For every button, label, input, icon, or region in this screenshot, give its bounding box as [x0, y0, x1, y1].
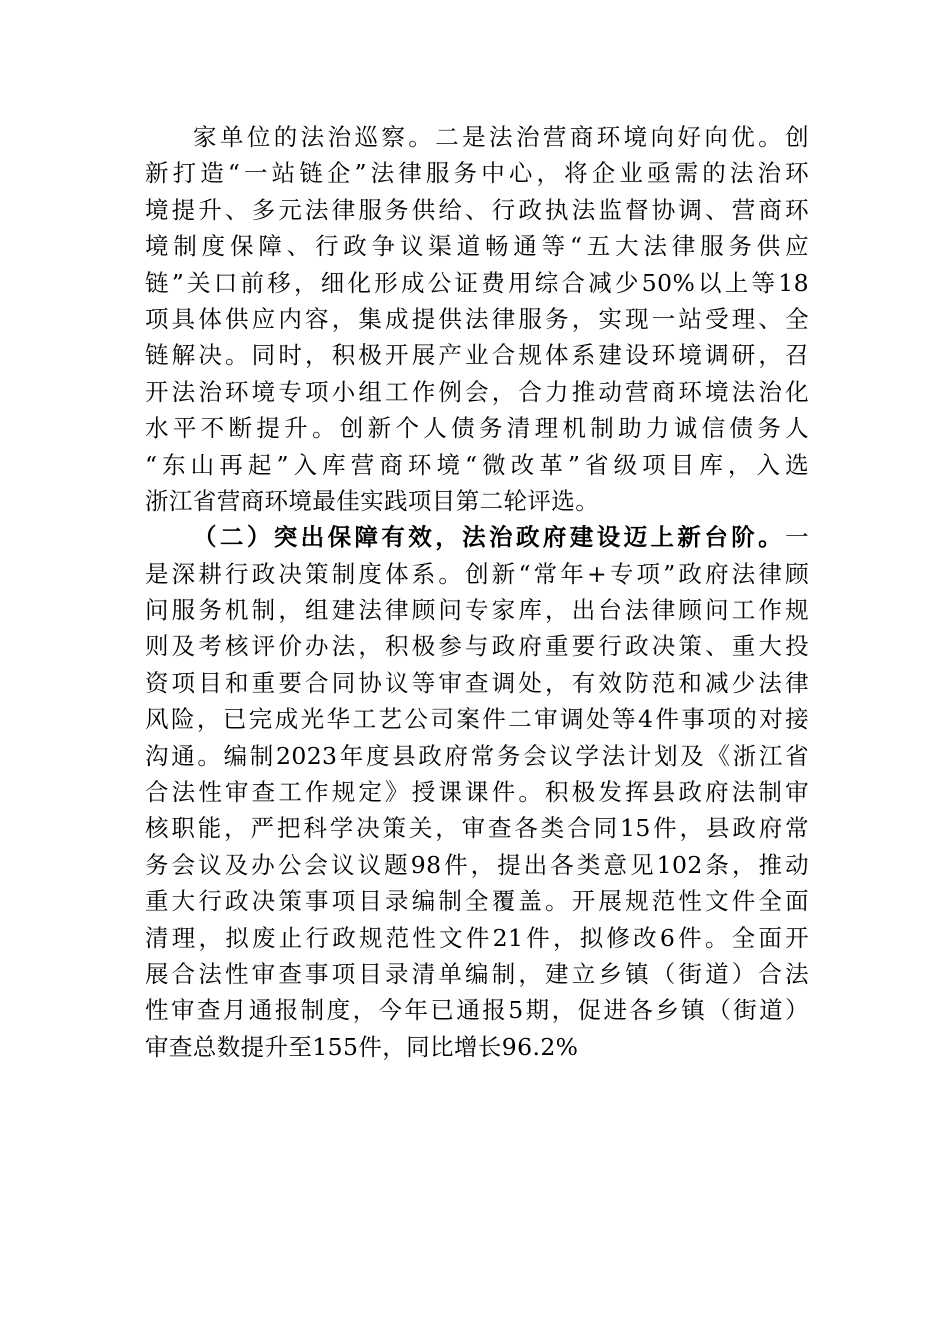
- paragraph-2-line-10: 务会议及办公会议议题98件，提出各类意见102条，推动: [145, 850, 809, 879]
- paragraph-1-line-5: 链”关口前移，细化形成公证费用综合减少50%以上等18: [145, 268, 809, 297]
- paragraph-1-line-10: “东山再起”入库营商环境“微改革”省级项目库，入选: [145, 450, 809, 479]
- section-heading-tail: 一: [785, 523, 809, 552]
- section-heading: （二）突出保障有效，法治政府建设迈上新台阶。: [193, 523, 786, 552]
- paragraph-1-line-2: 新打造“一站链企”法律服务中心，将企业亟需的法治环: [145, 159, 809, 188]
- paragraph-1-line-11: 浙江省营商环境最佳实践项目第二轮评选。: [145, 486, 600, 515]
- paragraph-2-line-12: 清理，拟废止行政规范性文件21件，拟修改6件。全面开: [145, 923, 809, 952]
- paragraph-1-line-3: 境提升、多元法律服务供给、行政执法监督协调、营商环: [145, 195, 809, 224]
- paragraph-1-line-7: 链解决。同时，积极开展产业合规体系建设环境调研，召: [145, 341, 809, 370]
- paragraph-2-line-8: 合法性审查工作规定》授课课件。积极发挥县政府法制审: [145, 778, 809, 807]
- document-page: [145, 119, 809, 1065]
- paragraph-1-line-9: 水平不断提升。创新个人债务清理机制助力诚信债务人: [145, 414, 809, 443]
- paragraph-2-line-6: 风险，已完成光华工艺公司案件二审调处等4件事项的对接: [145, 705, 809, 734]
- paragraph-2-line-15: 审查总数提升至155件，同比增长96.2%: [145, 1032, 579, 1061]
- paragraph-2-line-7: 沟通。编制2023年度县政府常务会议学法计划及《浙江省: [145, 741, 809, 770]
- paragraph-2-line-11: 重大行政决策事项目录编制全覆盖。开展规范性文件全面: [145, 887, 809, 916]
- paragraph-2-line-4: 则及考核评价办法，积极参与政府重要行政决策、重大投: [145, 632, 809, 661]
- paragraph-2-line-3: 问服务机制，组建法律顾问专家库，出台法律顾问工作规: [145, 596, 809, 625]
- paragraph-2-line-1: [145, 519, 809, 555]
- paragraph-1-line-6: 项具体供应内容，集成提供法律服务，实现一站受理、全: [145, 304, 809, 333]
- paragraph-2-line-2: 是深耕行政决策制度体系。创新“常年+专项”政府法律顾: [145, 559, 809, 588]
- paragraph-1-line-4: 境制度保障、行政争议渠道畅通等“五大法律服务供应: [145, 232, 809, 261]
- paragraph-2-line-9: 核职能，严把科学决策关，审查各类合同15件，县政府常: [145, 814, 809, 843]
- paragraph-1-line-8: 开法治环境专项小组工作例会，合力推动营商环境法治化: [145, 377, 809, 406]
- paragraph-2-line-14: 性审查月通报制度，今年已通报5期，促进各乡镇（街道）: [145, 996, 809, 1025]
- paragraph-2-line-13: 展合法性审查事项目录清单编制，建立乡镇（街道）合法: [145, 959, 809, 988]
- paragraph-2-line-5: 资项目和重要合同协议等审查调处，有效防范和减少法律: [145, 668, 809, 697]
- paragraph-1-line-1: 家单位的法治巡察。二是法治营商环境向好向优。创: [193, 123, 809, 151]
